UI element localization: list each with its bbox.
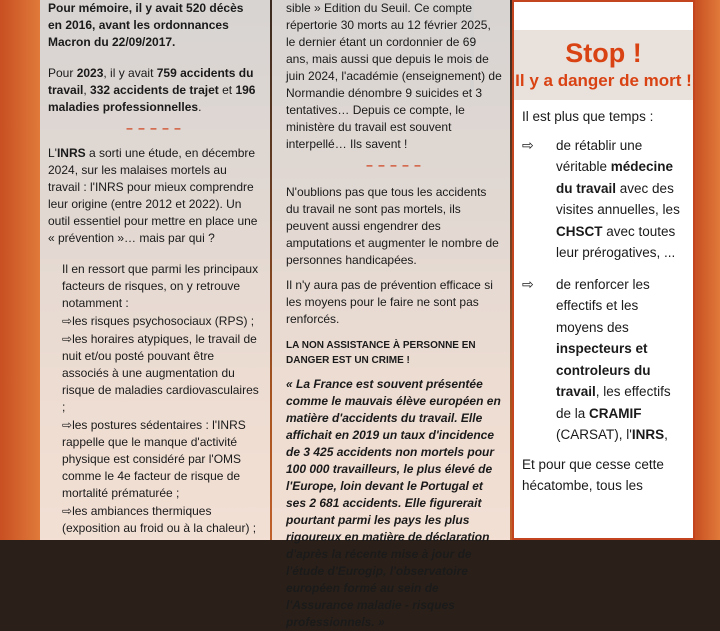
work-accidents-count: 759 accidents du travail (48, 66, 254, 97)
risk-item-text: les postures sédentaires : l'INRS rappelle que le manque d'activité physique est considéré par l'OMS comme le 4e facteur de risque de mortalité prématurée ; (62, 418, 246, 500)
arrow-icon: ⇨ (62, 332, 73, 346)
quote-paragraph: « La France est souvent présentée comme le mauvais élève européen en matière d'accidents du travail. Elle affichait en 2019 un taux d'incidence de 3 425 accidents non mortels pour 100 000 travailleurs, le plus élevé de l'Europe, loin devant le Portugal et ses 2 681 accidents. Elle figurerait pourtant parmi les pays les plus rigoureux en matière de déclaration d'après la récente mise à jour de l'étude d'Eurogip, l'observatoire européen formé au sein de l'Assurance maladie - risques professionnels. » (286, 377, 501, 629)
emphasis: INRS (631, 427, 665, 442)
text-span: et (218, 83, 236, 97)
demand-text (556, 135, 683, 264)
inrs-label: INRS (56, 146, 86, 160)
text-span: , (664, 427, 668, 442)
risk-item (62, 313, 260, 330)
text-span: . (198, 100, 202, 114)
year: 2023 (76, 66, 104, 80)
text-span: de renforcer les effectifs et les moyens des (556, 276, 650, 335)
callout-intro: Il est plus que temps : (522, 109, 654, 124)
occupational-diseases-count: 196 maladies professionnelles (48, 83, 256, 114)
text-span: , il y avait (103, 66, 157, 80)
stop-title: Stop ! (565, 38, 642, 68)
risk-item-text: les horaires atypiques, le travail de nuit et/ou posté pouvant être associés à une augmentation du risque de maladies cardiovasculaires ; (62, 332, 259, 414)
stop-subtitle: Il y a danger de mort ! (515, 71, 692, 90)
emphasis: CHSCT (556, 223, 603, 239)
text-span: avec toutes leur prérogatives, ... (556, 223, 676, 260)
arrow-icon: ⇨ (62, 314, 73, 328)
stop-banner (514, 30, 693, 100)
text-span: , les effectifs de la (556, 384, 671, 421)
commute-accidents-count: 332 accidents de trajet (90, 83, 219, 97)
demand-text (556, 274, 683, 446)
section-heading: LA NON ASSISTANCE À PERSONNE EN DANGER EST UN CRIME ! (286, 340, 476, 366)
risk-item (62, 503, 260, 537)
arrow-icon: ⇨ (522, 136, 534, 153)
accidents-paragraph: N'oublions pas que tous les accidents du travail ne sont pas mortels, ils peuvent aussi engendrer des amputations et augmenter le nombre de personnes handicapées. (286, 185, 499, 267)
middle-column (272, 0, 510, 629)
arrow-icon: ⇨ (62, 504, 73, 518)
separator: – – – – – (126, 121, 182, 135)
risk-intro: Il en ressort que parmi les principaux facteurs de risques, on y retrouve notamment : (62, 262, 259, 310)
arrow-icon: ⇨ (62, 418, 73, 432)
text-span: Pour (48, 66, 77, 80)
text-span: de rétablir une véritable (556, 137, 643, 174)
arrow-icon: ⇨ (522, 275, 534, 292)
right-callout (512, 0, 695, 540)
emphasis: médecine du travail (556, 159, 674, 196)
stats-paragraph (48, 65, 260, 116)
risk-item (62, 331, 260, 416)
left-rust-edge (0, 0, 40, 540)
text-span: , (83, 83, 91, 97)
separator: – – – – – (366, 158, 422, 172)
text-span: a sorti une étude, en décembre 2024, sur les malaises mortels au travail : l'INRS pour mieux comprendre leur origine (entre 2012 et 2022). Un outil essentiel pour mettre en place une « prévention »… mais par qui ? (48, 146, 258, 245)
callout-ending: Et pour que cesse cette hécatombe, tous les (522, 456, 664, 493)
risk-item-text: les ambiances thermiques (exposition au froid ou à la chaleur) ; (62, 504, 257, 535)
emphasis: CRAMIF (589, 405, 642, 421)
risk-item-text: les risques psychosociaux (RPS) ; (72, 314, 255, 328)
right-rust-edge (695, 0, 720, 540)
text-span: (CARSAT), l' (556, 427, 632, 442)
demand-item (522, 274, 683, 446)
continued-paragraph: sible » Edition du Seuil. Ce compte répertorie 30 morts au 12 février 2025, le dernier étant un cordonnier de 69 ans, mais aussi que depuis le mois de juin 2024, l'académie (enseignement) de Normandie dénombre 9 suicides et 3 tentatives… Depuis ce compte, le ministère du travail est souvent interpellé… Ils savent ! (286, 1, 502, 151)
left-column (40, 0, 270, 540)
emphasis: inspecteurs et controleurs du travail (556, 341, 651, 399)
text-span: avec des visites annuelles, les (556, 180, 680, 217)
inrs-paragraph (48, 145, 260, 247)
intro-paragraph: Pour mémoire, il y avait 520 décès en 2016, avant les ordonnances Macron du 22/09/2017. (48, 1, 244, 49)
risk-item (62, 417, 260, 502)
demand-item (522, 135, 683, 264)
prevention-paragraph: Il n'y aura pas de prévention efficace si les moyens pour le faire ne sont pas renforcés. (286, 278, 493, 326)
risk-factors (48, 261, 260, 537)
text-span: L' (48, 146, 57, 160)
